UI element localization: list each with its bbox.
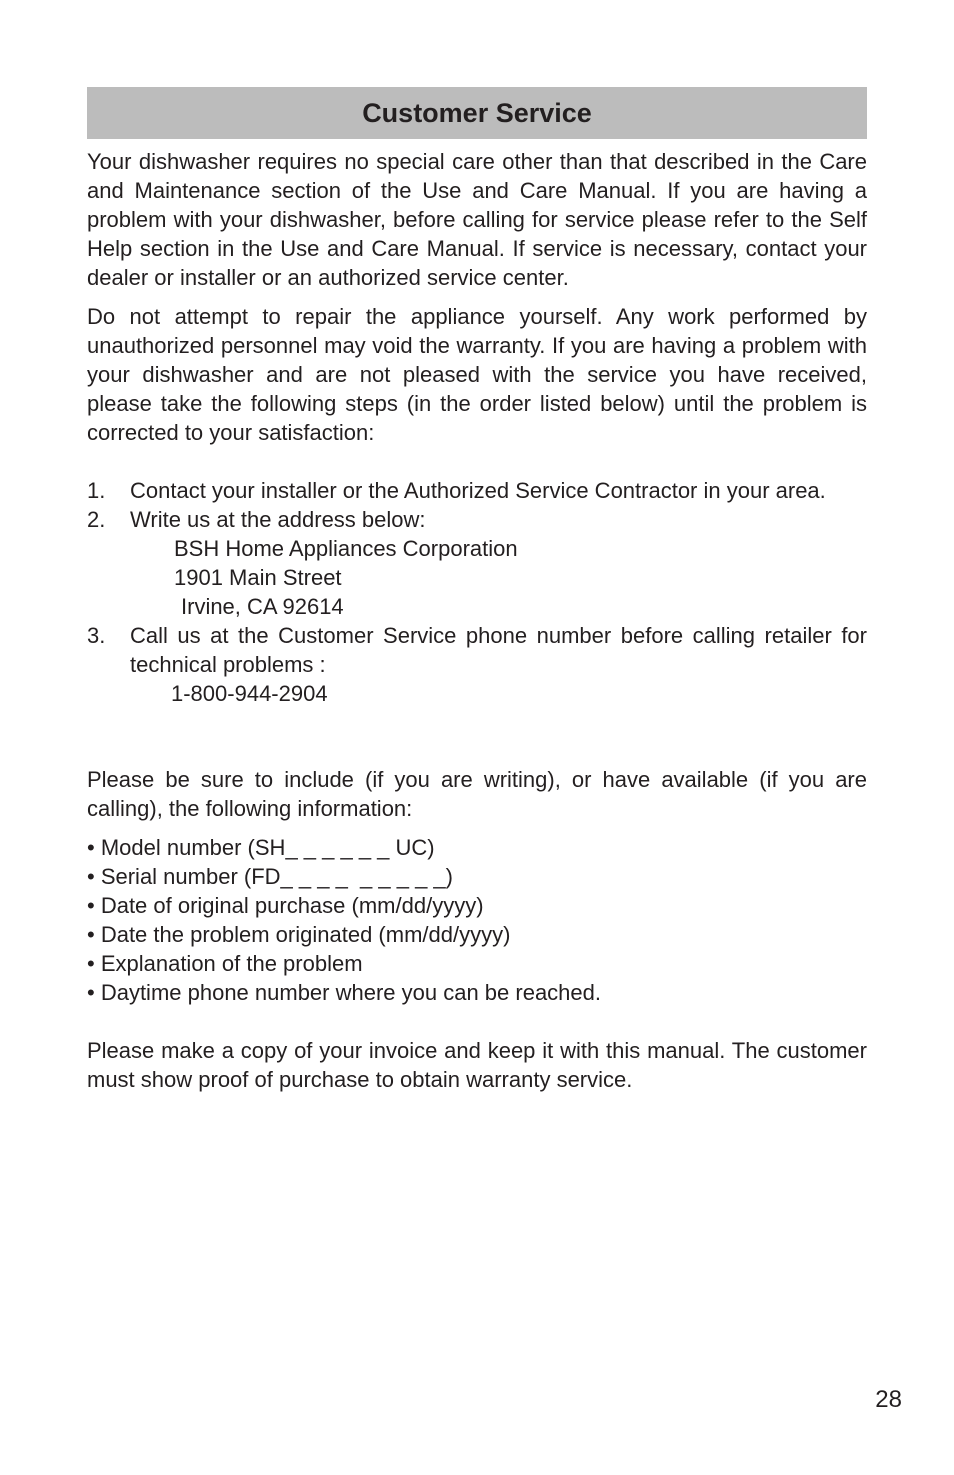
page-title: Customer Service — [362, 97, 592, 128]
step-text: Call us at the Customer Service phone number before calling retailer for technical problems : — [130, 623, 867, 677]
address-line: BSH Home Appliances Corporation — [174, 536, 518, 561]
closing-paragraph — [87, 1036, 867, 1094]
info-list — [87, 833, 867, 1007]
list-item: • Date the problem originated (mm/dd/yyyy) — [87, 922, 511, 947]
intro-paragraph — [87, 147, 867, 292]
intro-paragraph-text: Your dishwasher requires no special care other than that described in the Care and Maintenance section of the Use and Care Manual. If you are having a problem with your dishwasher, before calling for service please refer to the Self Help section in the Use and Care Manual. If service is necessary, contact your dealer or installer or an authorized service center. — [87, 149, 867, 290]
closing-paragraph-text: Please make a copy of your invoice and keep it with this manual. The customer must show proof of purchase to obtain warranty service. — [87, 1038, 867, 1092]
step-number: 3. — [87, 623, 106, 648]
list-item: • Model number (SH_ _ _ _ _ _ UC) — [87, 835, 435, 860]
warning-paragraph-text: Do not attempt to repair the appliance yourself. Any work performed by unauthorized personnel may void the warranty. If you are having a problem with your dishwasher and are not pleased with the service you have received, please take the following steps (in the order listed below) until the problem is corrected to your satisfaction: — [87, 304, 867, 445]
include-paragraph-text: Please be sure to include (if you are writing), or have available (if you are calling), the following information: — [87, 767, 867, 821]
list-item: • Serial number (FD_ _ _ _ _ _ _ _ _) — [87, 864, 453, 889]
section-header — [87, 87, 867, 139]
list-item — [87, 476, 867, 505]
phone-number: 1-800-944-2904 — [171, 681, 328, 706]
step-text: Write us at the address below: — [130, 507, 426, 532]
list-item: • Explanation of the problem — [87, 951, 363, 976]
include-paragraph — [87, 765, 867, 823]
list-item: • Daytime phone number where you can be reached. — [87, 980, 602, 1005]
steps-list — [87, 476, 867, 708]
step-number: 2. — [87, 507, 106, 532]
step-number: 1. — [87, 478, 106, 503]
step-text: Contact your installer or the Authorized Service Contractor in your area. — [130, 478, 826, 503]
list-item — [87, 621, 867, 679]
address-line: 1901 Main Street — [174, 565, 342, 590]
warning-paragraph — [87, 302, 867, 447]
list-item — [87, 505, 867, 534]
address-line: Irvine, CA 92614 — [181, 594, 344, 619]
page-number: 28 — [875, 1386, 902, 1413]
list-item: • Date of original purchase (mm/dd/yyyy) — [87, 893, 484, 918]
